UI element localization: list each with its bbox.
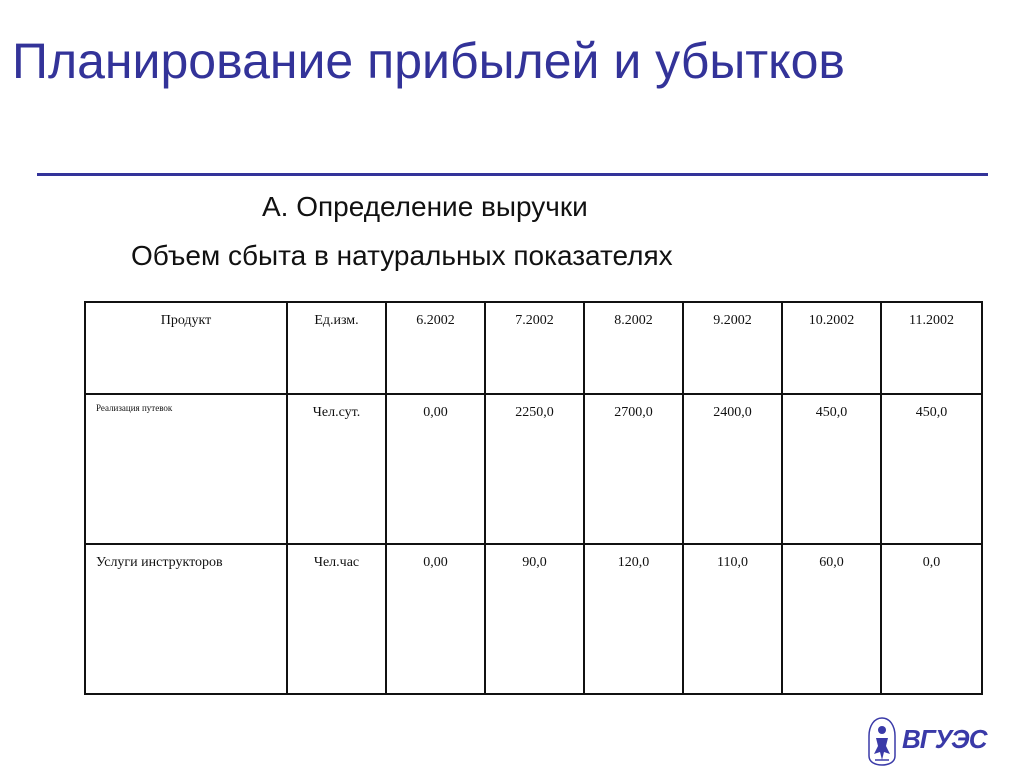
- product-name-cell: Услуги инструкторов: [85, 544, 287, 694]
- header-cell-month: 8.2002: [584, 302, 683, 394]
- header-cell-month: 11.2002: [881, 302, 982, 394]
- university-logo: [866, 716, 996, 766]
- value-cell: 0,00: [386, 544, 485, 694]
- table-header-row: [85, 302, 982, 394]
- value-cell: 2250,0: [485, 394, 584, 544]
- table-row: [85, 544, 982, 694]
- value-cell: 90,0: [485, 544, 584, 694]
- value-cell: 2400,0: [683, 394, 782, 544]
- value-cell: 120,0: [584, 544, 683, 694]
- table-row: [85, 394, 982, 544]
- header-cell-month: 6.2002: [386, 302, 485, 394]
- sales-volume-table: [84, 301, 983, 695]
- slide-title: Планирование прибылей и убытков: [12, 33, 845, 89]
- section-heading: А. Определение выручки: [262, 191, 588, 222]
- header-cell-month: 10.2002: [782, 302, 881, 394]
- value-cell: 110,0: [683, 544, 782, 694]
- value-cell: 450,0: [782, 394, 881, 544]
- value-cell: 0,00: [386, 394, 485, 544]
- header-cell-product: Продукт: [85, 302, 287, 394]
- value-cell: 60,0: [782, 544, 881, 694]
- header-cell-month: 9.2002: [683, 302, 782, 394]
- table-caption: Объем сбыта в натуральных показателях: [131, 240, 673, 271]
- unit-cell: Чел.сут.: [287, 394, 386, 544]
- value-cell: 0,0: [881, 544, 982, 694]
- product-name-cell: Реализация путевок: [85, 394, 287, 544]
- value-cell: 2700,0: [584, 394, 683, 544]
- title-underline: [37, 173, 988, 176]
- value-cell: 450,0: [881, 394, 982, 544]
- header-cell-unit: Ед.изм.: [287, 302, 386, 394]
- logo-text: ВГУЭС: [902, 724, 987, 754]
- university-emblem-icon: [866, 716, 898, 766]
- header-cell-month: 7.2002: [485, 302, 584, 394]
- unit-cell: Чел.час: [287, 544, 386, 694]
